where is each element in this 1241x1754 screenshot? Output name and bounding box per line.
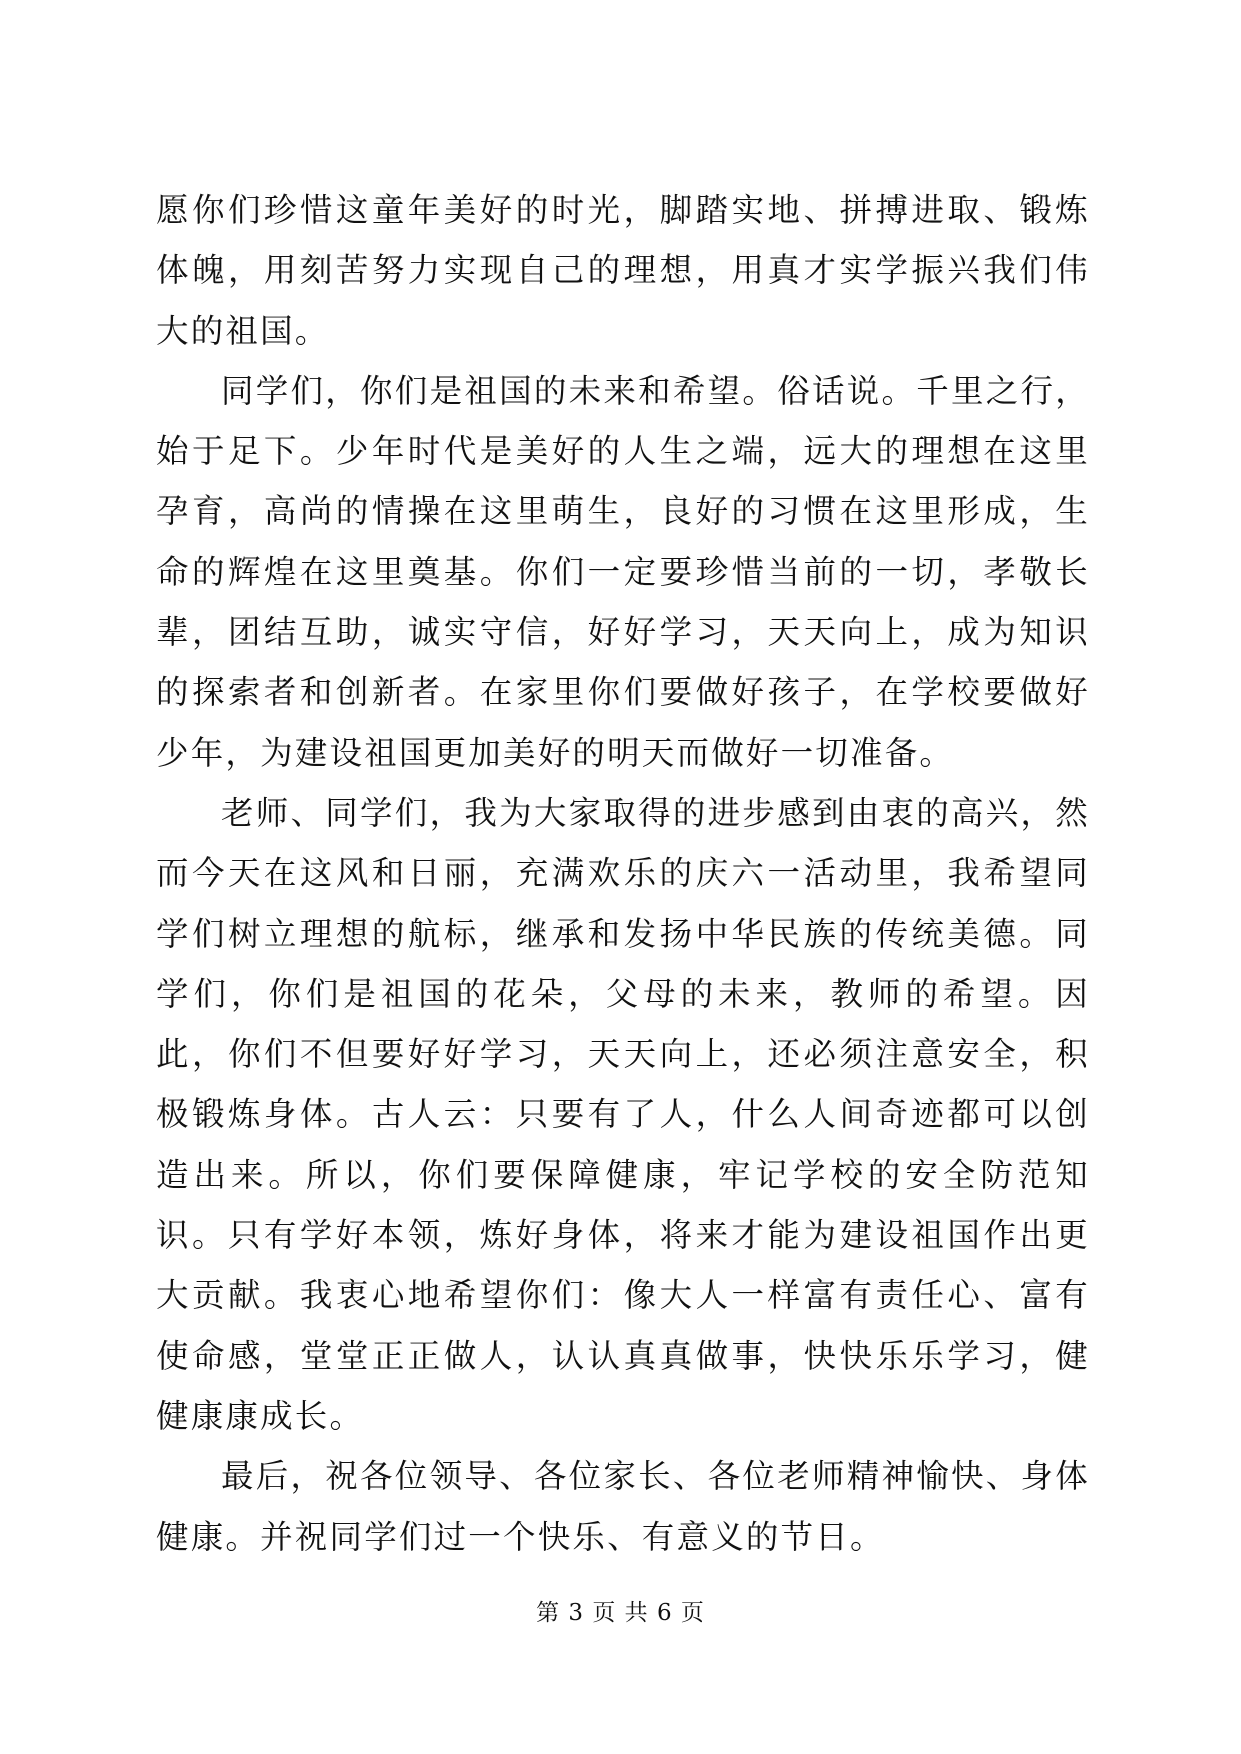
paragraph-closing-wishes: 最后，祝各位领导、各位家长、各位老师精神愉快、身体健康。并祝同学们过一个快乐、有意义的节日。 — [156, 1457, 1090, 1556]
paragraph-future-hope: 同学们，你们是祖国的未来和希望。俗话说。千里之行，始于足下。少年时代是美好的人生之端，远大的理想在这里孕育，高尚的情操在这里萌生，良好的习惯在这里形成，生命的辉煌在这里奠基。你们一定要珍惜当前的一切，孝敬长辈，团结互助，诚实守信，好好学习，天天向上，成为知识的探索者和创新者。在家里你们要做好孩子，在学校要做好少年，为建设祖国更加美好的明天而做好一切准备。 — [156, 371, 1090, 772]
page-number-footer: 第 3 页 共 6 页 — [536, 1600, 705, 1626]
paragraph-teachers-students: 老师、同学们，我为大家取得的进步感到由衷的高兴，然而今天在这风和日丽，充满欢乐的庆六一活动里，我希望同学们树立理想的航标，继承和发扬中华民族的传统美德。同学们，你们是祖国的花朵，父母的未来，教师的希望。因此，你们不但要好好学习，天天向上，还必须注意安全，积极锻炼身体。古人云：只要有了人，什么人间奇迹都可以创造出来。所以，你们要保障健康，牢记学校的安全防范知识。只有学好本领，炼好身体，将来才能为建设祖国作出更大贡献。我衷心地希望你们：像大人一样富有责任心、富有使命感，堂堂正正做人，认认真真做事，快快乐乐学习，健健康康成长。 — [156, 793, 1090, 1435]
document-body — [156, 180, 1090, 1567]
paragraph-continued: 愿你们珍惜这童年美好的时光，脚踏实地、拼搏进取、锻炼体魄，用刻苦努力实现自己的理想，用真才实学振兴我们伟大的祖国。 — [156, 191, 1090, 350]
